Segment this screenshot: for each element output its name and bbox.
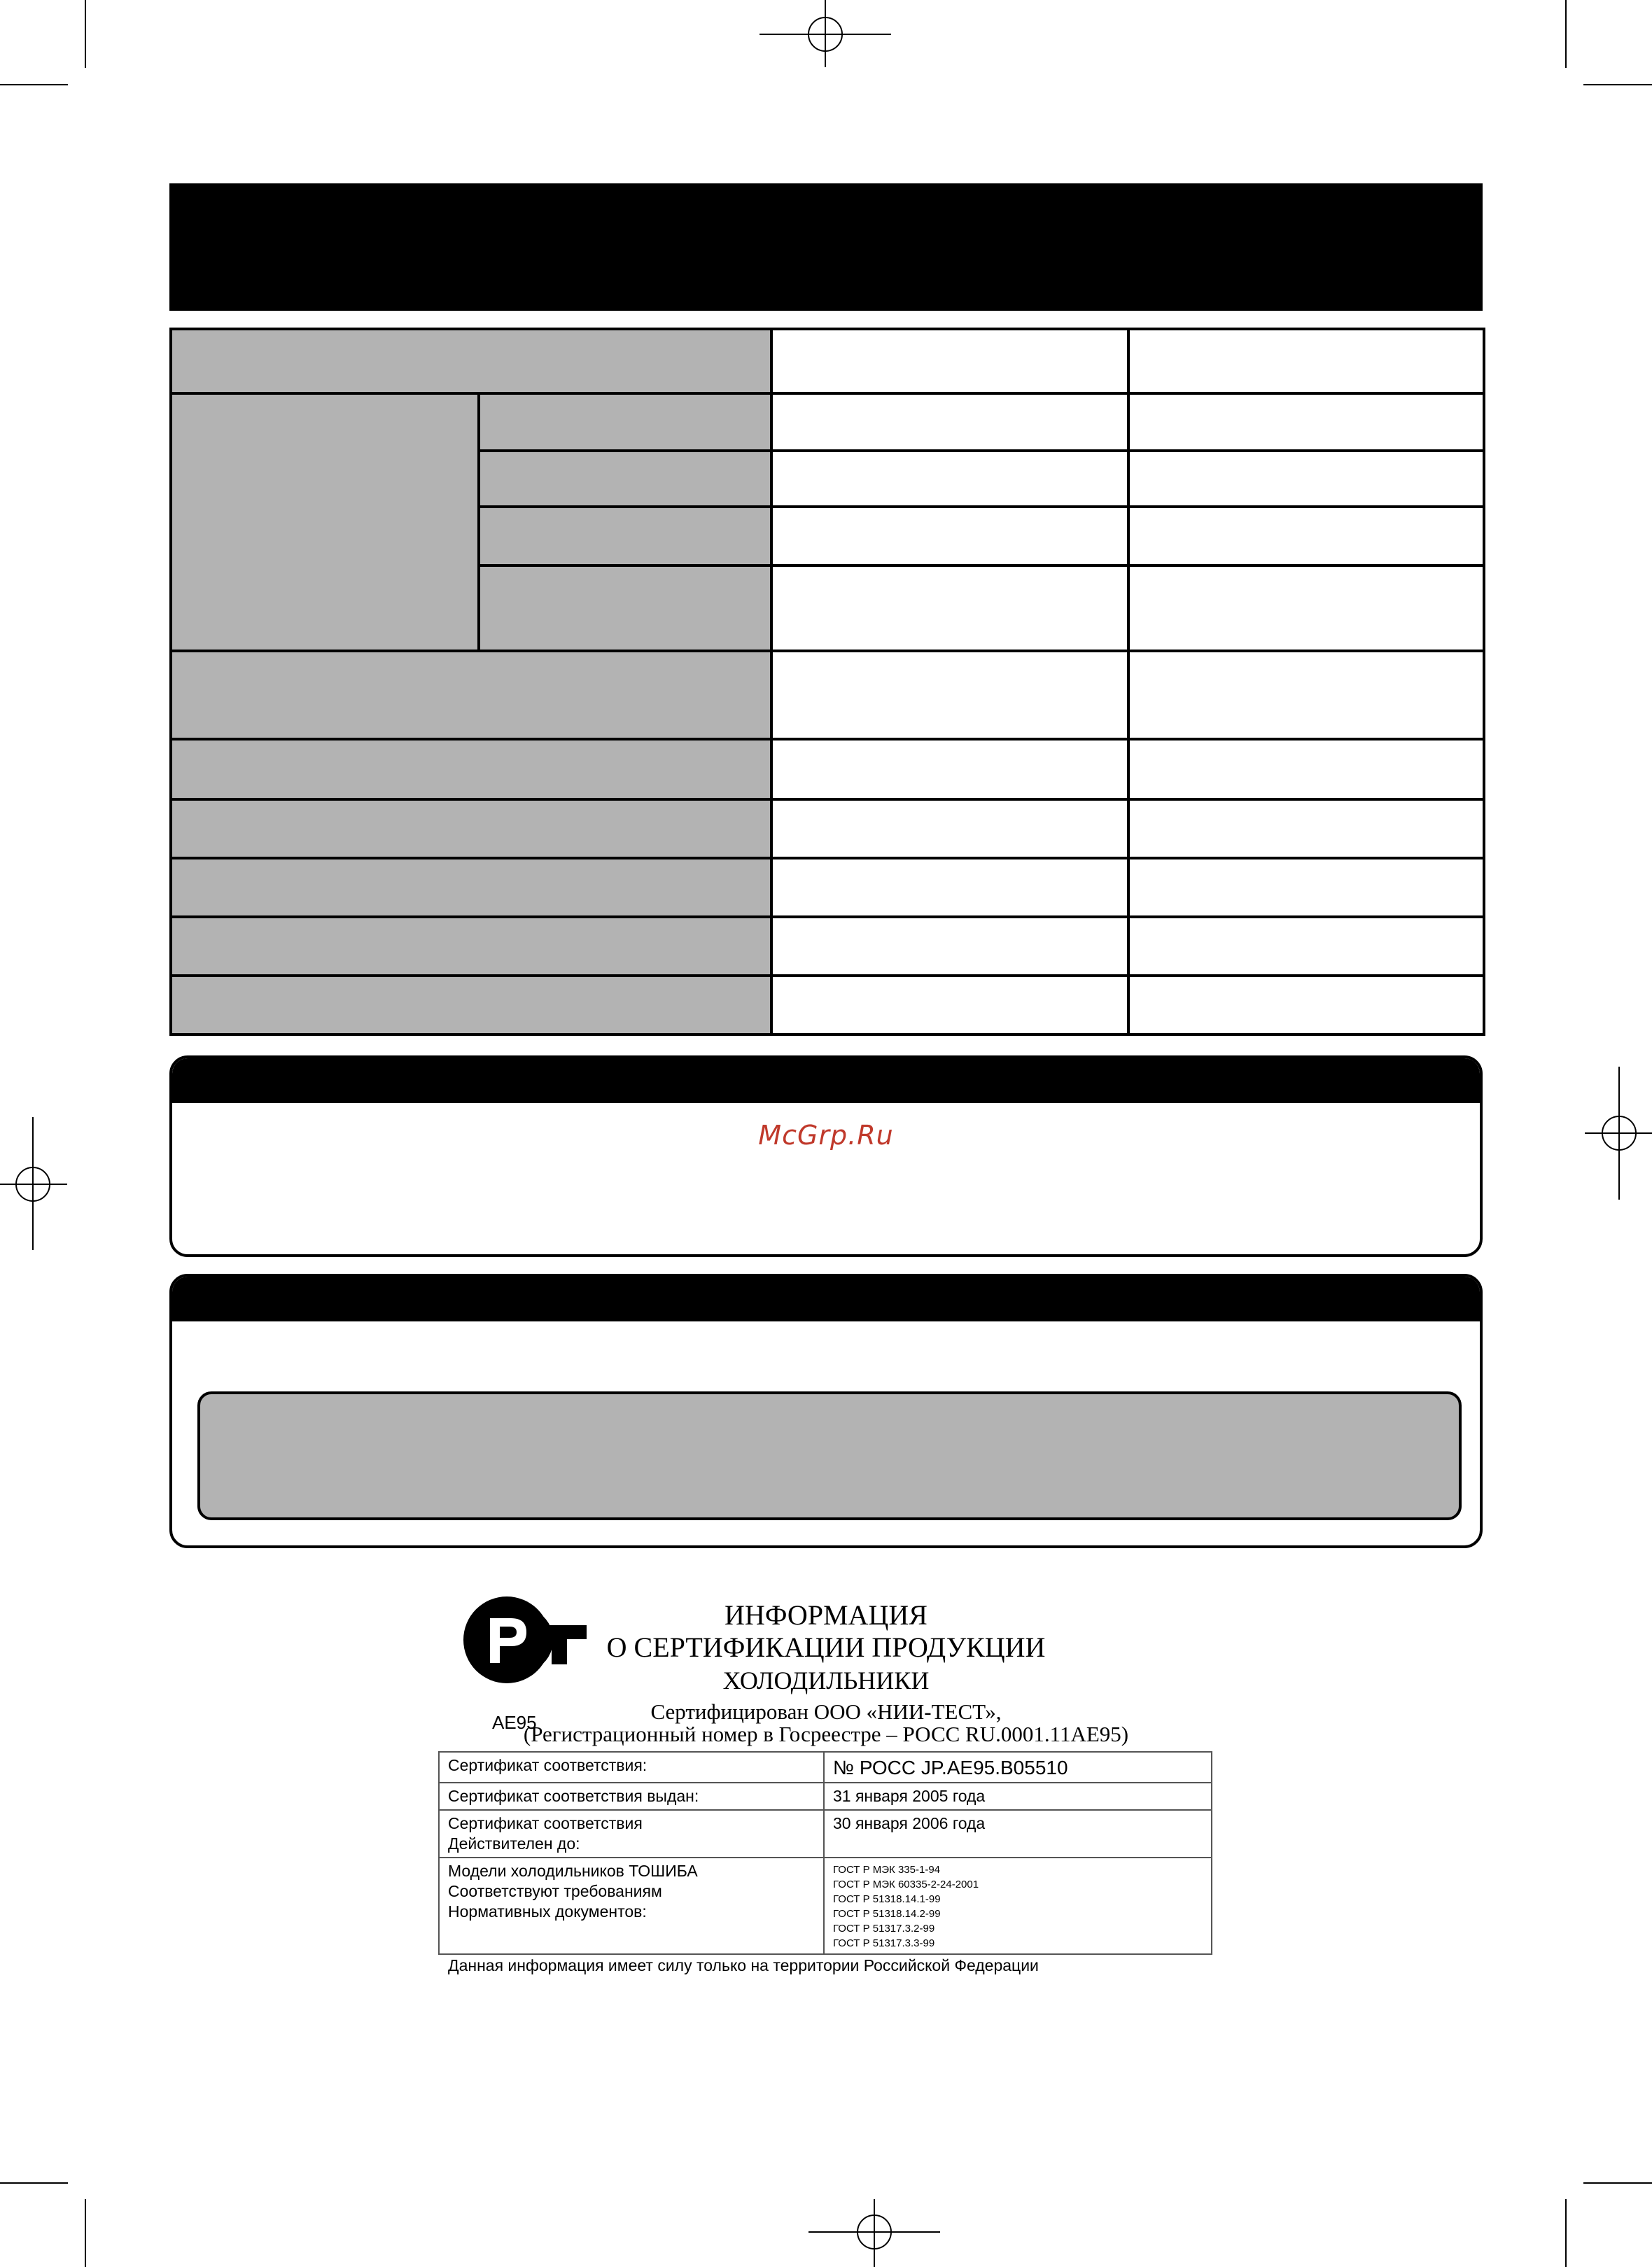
table-cell (1127, 974, 1485, 1036)
table-header-cell (169, 915, 773, 977)
certification-mark-code: AE95 (492, 1712, 537, 1733)
cert-label-line: Соответствуют требованиям (448, 1882, 662, 1900)
specification-table (169, 328, 1485, 1036)
cert-label: Сертификат соответствия: (439, 1752, 824, 1783)
standard-item: ГОСТ Р МЭК 60335-2-24-2001 (833, 1879, 979, 1890)
registration-target (32, 1117, 34, 1250)
table-cell (1127, 650, 1485, 741)
table-header-cell (169, 650, 773, 741)
note-box-header (172, 1058, 1480, 1103)
cert-certified-by: Сертифицирован ООО «НИИ-ТЕСТ», (650, 1699, 1002, 1724)
crop-mark (0, 84, 68, 85)
table-header-cell (477, 564, 773, 652)
table-header-cell (169, 974, 773, 1036)
cert-label-line: Нормативных документов: (448, 1902, 647, 1921)
crop-mark (1565, 0, 1567, 68)
table-cell (770, 505, 1130, 567)
table-header-cell (169, 857, 773, 918)
table-cell (1127, 738, 1485, 801)
registration-target (0, 1184, 67, 1185)
registration-target (874, 2199, 875, 2267)
crop-mark (1565, 2199, 1567, 2267)
watermark: McGrp.Ru (758, 1120, 894, 1151)
table-header-cell (477, 505, 773, 567)
header-band (169, 183, 1483, 311)
table-cell (770, 798, 1130, 859)
warning-box (169, 1274, 1483, 1548)
warning-box-header (172, 1277, 1480, 1321)
table-cell (1127, 392, 1485, 452)
crop-mark (0, 2182, 68, 2184)
table-cell (770, 738, 1130, 801)
cert-label (439, 1810, 824, 1858)
standard-item: ГОСТ Р 51318.14.1-99 (833, 1893, 941, 1905)
table-row (439, 1783, 1212, 1810)
crop-mark (1583, 84, 1652, 85)
crop-mark (85, 2199, 86, 2267)
cert-label-line: Действителен до: (448, 1834, 580, 1853)
standard-item: ГОСТ Р МЭК 335-1-94 (833, 1864, 941, 1876)
standard-item: ГОСТ Р 51317.3.3-99 (833, 1937, 935, 1949)
cert-label: Сертификат соответствия выдан: (439, 1783, 824, 1810)
table-cell (770, 328, 1130, 395)
cert-title-line1: ИНФОРМАЦИЯ (724, 1599, 927, 1631)
table-cell (1127, 857, 1485, 918)
table-cell (770, 650, 1130, 741)
standard-item: ГОСТ Р 51317.3.2-99 (833, 1923, 935, 1935)
cert-territory-note: Данная информация имеет силу только на территории Российской Федерации (448, 1956, 1039, 1974)
table-header-cell (477, 449, 773, 508)
table-row (439, 1752, 1212, 1783)
table-row (439, 1858, 1212, 1954)
table-cell (770, 449, 1130, 508)
table-header-cell (169, 328, 773, 395)
standard-item: ГОСТ Р 51318.14.2-99 (833, 1908, 941, 1920)
table-cell (1127, 328, 1485, 395)
warning-panel (197, 1391, 1462, 1520)
cert-registration: (Регистрационный номер в Госреестре – РОСС RU.0001.11AE95) (523, 1722, 1129, 1746)
cert-standards (824, 1858, 1212, 1954)
crop-mark (85, 0, 86, 68)
registration-target (760, 34, 891, 35)
table-cell (770, 915, 1130, 977)
cert-title-line2: О СЕРТИФИКАЦИИ ПРОДУКЦИИ (606, 1631, 1046, 1663)
table-cell (1127, 915, 1485, 977)
table-cell (1127, 798, 1485, 859)
note-box (169, 1055, 1483, 1257)
cert-valid-until: 30 января 2006 года (824, 1810, 1212, 1858)
table-cell (770, 974, 1130, 1036)
table-cell (770, 392, 1130, 452)
certification-table (438, 1751, 1212, 1955)
crop-mark (1583, 2182, 1652, 2184)
table-cell (770, 564, 1130, 652)
cert-number: № РОСС JP.AE95.B05510 (824, 1752, 1212, 1783)
table-header-cell (169, 738, 773, 801)
cert-label-line: Сертификат соответствия (448, 1814, 643, 1832)
table-cell (1127, 564, 1485, 652)
table-header-cell (169, 798, 773, 859)
cert-label-line: Модели холодильников ТОШИБА (448, 1862, 698, 1880)
cert-title-line3: ХОЛОДИЛЬНИКИ (722, 1666, 930, 1694)
table-row (439, 1810, 1212, 1858)
table-header-cell (477, 392, 773, 452)
registration-target (808, 2231, 940, 2233)
registration-target (1618, 1067, 1620, 1200)
cert-issue-date: 31 января 2005 года (824, 1783, 1212, 1810)
cert-label (439, 1858, 824, 1954)
table-cell (1127, 449, 1485, 508)
table-cell (1127, 505, 1485, 567)
table-cell (770, 857, 1130, 918)
